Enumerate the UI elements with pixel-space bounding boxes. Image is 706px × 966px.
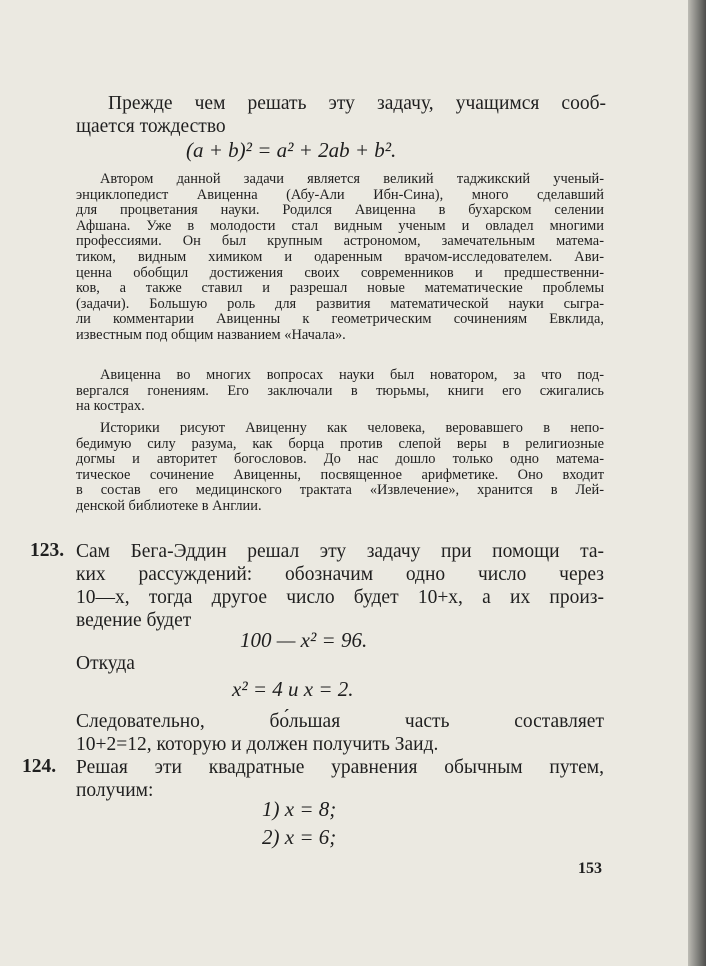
text-line: Следовательно, бо́льшая часть составляет (76, 711, 604, 732)
problem-123-text (76, 540, 604, 632)
text-line: для процветания науки. Родился Авиценна в бухарском селении (76, 202, 604, 219)
bio-paragraph-2 (76, 368, 604, 415)
equation-100-minus-x2: 100 — x² = 96. (240, 628, 368, 652)
text-line: энциклопедист Авиценна (Абу-Али Ибн-Сина), много сделавший (76, 186, 604, 203)
text-line: Решая эти квадратные уравнения обычным путем, (76, 757, 604, 778)
page-number: 153 (578, 860, 602, 877)
equation-x2-equals-4: x² = 4 и x = 2. (232, 677, 354, 701)
text-line: (задачи). Большую роль для развития математической науки сыгра- (76, 295, 604, 312)
intro-paragraph (76, 92, 606, 138)
text-line: догмы и авторитет богословов. До нас дошло только одно матема- (76, 451, 604, 468)
text-line: ких рассуждений: обозначим одно число через (76, 564, 604, 585)
text-line: Афшана. Уже в молодости стал видным ученым и овладел многими (76, 217, 604, 234)
text-line: Авиценна во многих вопросах науки был новатором, за что под- (100, 367, 604, 383)
text-line: ценна обобщил достижения своих современников и предшественни- (76, 264, 604, 281)
text-line: получим: (76, 780, 154, 801)
text-line: известным под общим названием «Начала». (76, 326, 346, 343)
text-line: 10—x, тогда другое число будет 10+x, а их произ- (76, 587, 604, 608)
text-line: вергался гонениям. Его заключали в тюрьмы, книги его сжигались (76, 382, 604, 399)
text-line: Прежде чем решать эту задачу, учащимся сооб- (108, 93, 606, 114)
text-line: ведение будет (76, 610, 192, 631)
text-line: Историки рисуют Авиценну как человека, веровавшего в непо- (100, 420, 604, 436)
page-edge-shadow (688, 0, 706, 966)
text-line: ли комментарии Авиценны к геометрическим сочинениям Евклида, (76, 311, 604, 328)
text-line: денской библиотеке в Англии. (76, 497, 262, 514)
text-line: профессиями. Он был крупным астрономом, замечательным матема- (76, 233, 604, 250)
answer-2: 2) x = 6; (262, 825, 337, 849)
text-line: тическое сочинение Авиценны, посвященное арифметике. Оно входит (76, 466, 604, 483)
text-line: щается тождество (76, 116, 226, 137)
whence-label: Откуда (76, 653, 135, 674)
text-line: в состав его медицинского трактата «Извлечение», хранится в Лей- (76, 482, 604, 499)
text-line: ков, а также ставил и разрешал новые математические проблемы (76, 280, 604, 297)
text-line: бедимую силу разума, как борца против слепой веры в религиозные (76, 435, 604, 452)
text-line: тиком, видным химиком и одаренным врачом-исследователем. Ави- (76, 248, 604, 265)
problem-number-123: 123. (30, 540, 65, 561)
bio-paragraph-1 (76, 172, 604, 344)
answer-1: 1) x = 8; (262, 797, 337, 821)
text-line: на кострах. (76, 398, 145, 415)
text-line: Автором данной задачи является великий таджикский ученый- (100, 171, 604, 187)
problem-123-conclusion (76, 710, 604, 756)
problem-number-124: 124. (22, 756, 57, 777)
text-line: 10+2=12, которую и должен получить Заид. (76, 734, 439, 755)
bio-paragraph-3 (76, 421, 604, 515)
identity-formula: (a + b)² = a² + 2ab + b². (186, 138, 397, 162)
text-line: Сам Бега-Эддин решал эту задачу при помощи та- (76, 541, 604, 562)
problem-124-text (76, 756, 604, 802)
